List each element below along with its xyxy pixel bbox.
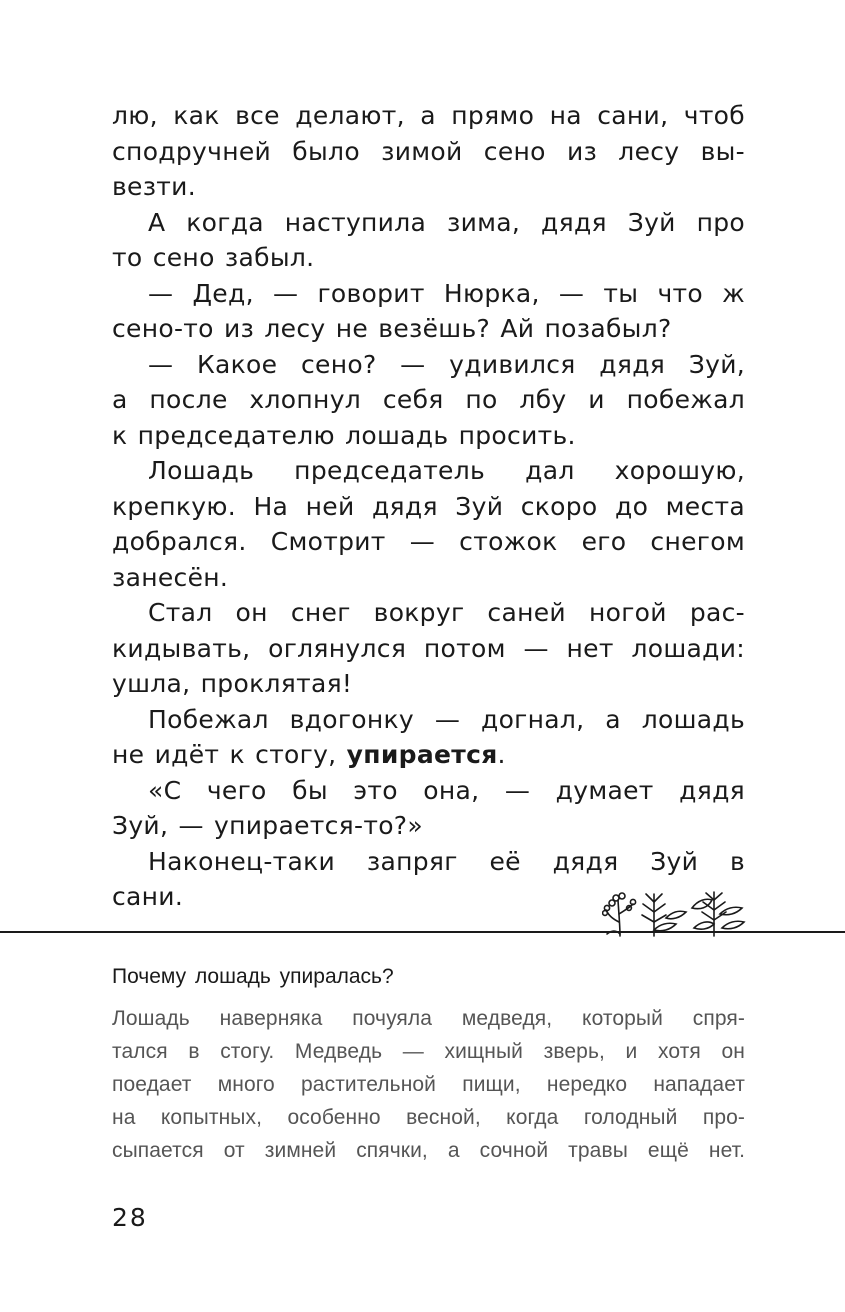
story-line: Стал он снег вокруг саней ногой рас-	[148, 598, 745, 627]
story-line: занесён.	[112, 562, 229, 592]
story-line	[112, 737, 745, 773]
answer-line: сыпается от зимней спячки, а сочной травы ещё нет.	[112, 1139, 745, 1162]
story-line: сено-то из лесу не везёшь? Ай позабыл?	[112, 314, 672, 343]
story-line: лю, как все делают, а прямо на сани, чтоб	[112, 101, 745, 130]
story-line: Наконец-таки запряг её дядя Зуй в	[148, 846, 745, 876]
section-divider	[0, 931, 845, 933]
answer-line: тался в стогу. Медведь — хищный зверь, и хотя он	[112, 1040, 745, 1063]
story-line: крепкую. На ней дядя Зуй скоро до места	[112, 491, 745, 521]
answer-line: на копытных, особенно весной, когда голодный про-	[112, 1106, 745, 1129]
question-box	[112, 962, 745, 1167]
story-line: А когда наступила зима, дядя Зуй про	[148, 207, 745, 237]
story-line: сани.	[112, 882, 184, 911]
story-line: а после хлопнул себя по лбу и побежал	[112, 385, 745, 414]
story-line: — Дед, — говорит Нюрка, — ты что ж	[148, 278, 745, 308]
story-line: — Какое сено? — удивился дядя Зуй,	[148, 349, 745, 379]
question-title: Почему лошадь упиралась?	[112, 965, 394, 988]
story-line: Лошадь председатель дал хорошую,	[148, 456, 745, 485]
story-line-end: .	[497, 740, 506, 769]
story-line: «С чего бы это она, — думает дядя	[148, 775, 745, 805]
answer-line: Лошадь наверняка почуяла медведя, который спря-	[112, 1007, 745, 1030]
story-line: Зуй, — упирается-то?»	[112, 811, 423, 840]
emphasized-word: упирается	[346, 740, 498, 769]
story-line: ушла, проклятая!	[112, 669, 353, 698]
story-line-start: не идёт к стогу,	[112, 740, 347, 769]
page-number: 28	[112, 1203, 148, 1232]
story-line: к председателю лошадь просить.	[112, 420, 576, 450]
story-text	[112, 98, 745, 915]
story-line: добрался. Смотрит — стожок его снегом	[112, 527, 745, 556]
story-line: кидывать, оглянулся потом — нет лошади:	[112, 633, 745, 663]
story-line: Побежал вдогонку — догнал, а лошадь	[148, 704, 745, 734]
story-line: сподручней было зимой сено из лесу вы-	[112, 136, 745, 166]
story-line: то сено забыл.	[112, 243, 315, 272]
answer-line: поедает много растительной пищи, нередко нападает	[112, 1073, 745, 1096]
story-line: везти.	[112, 172, 196, 201]
